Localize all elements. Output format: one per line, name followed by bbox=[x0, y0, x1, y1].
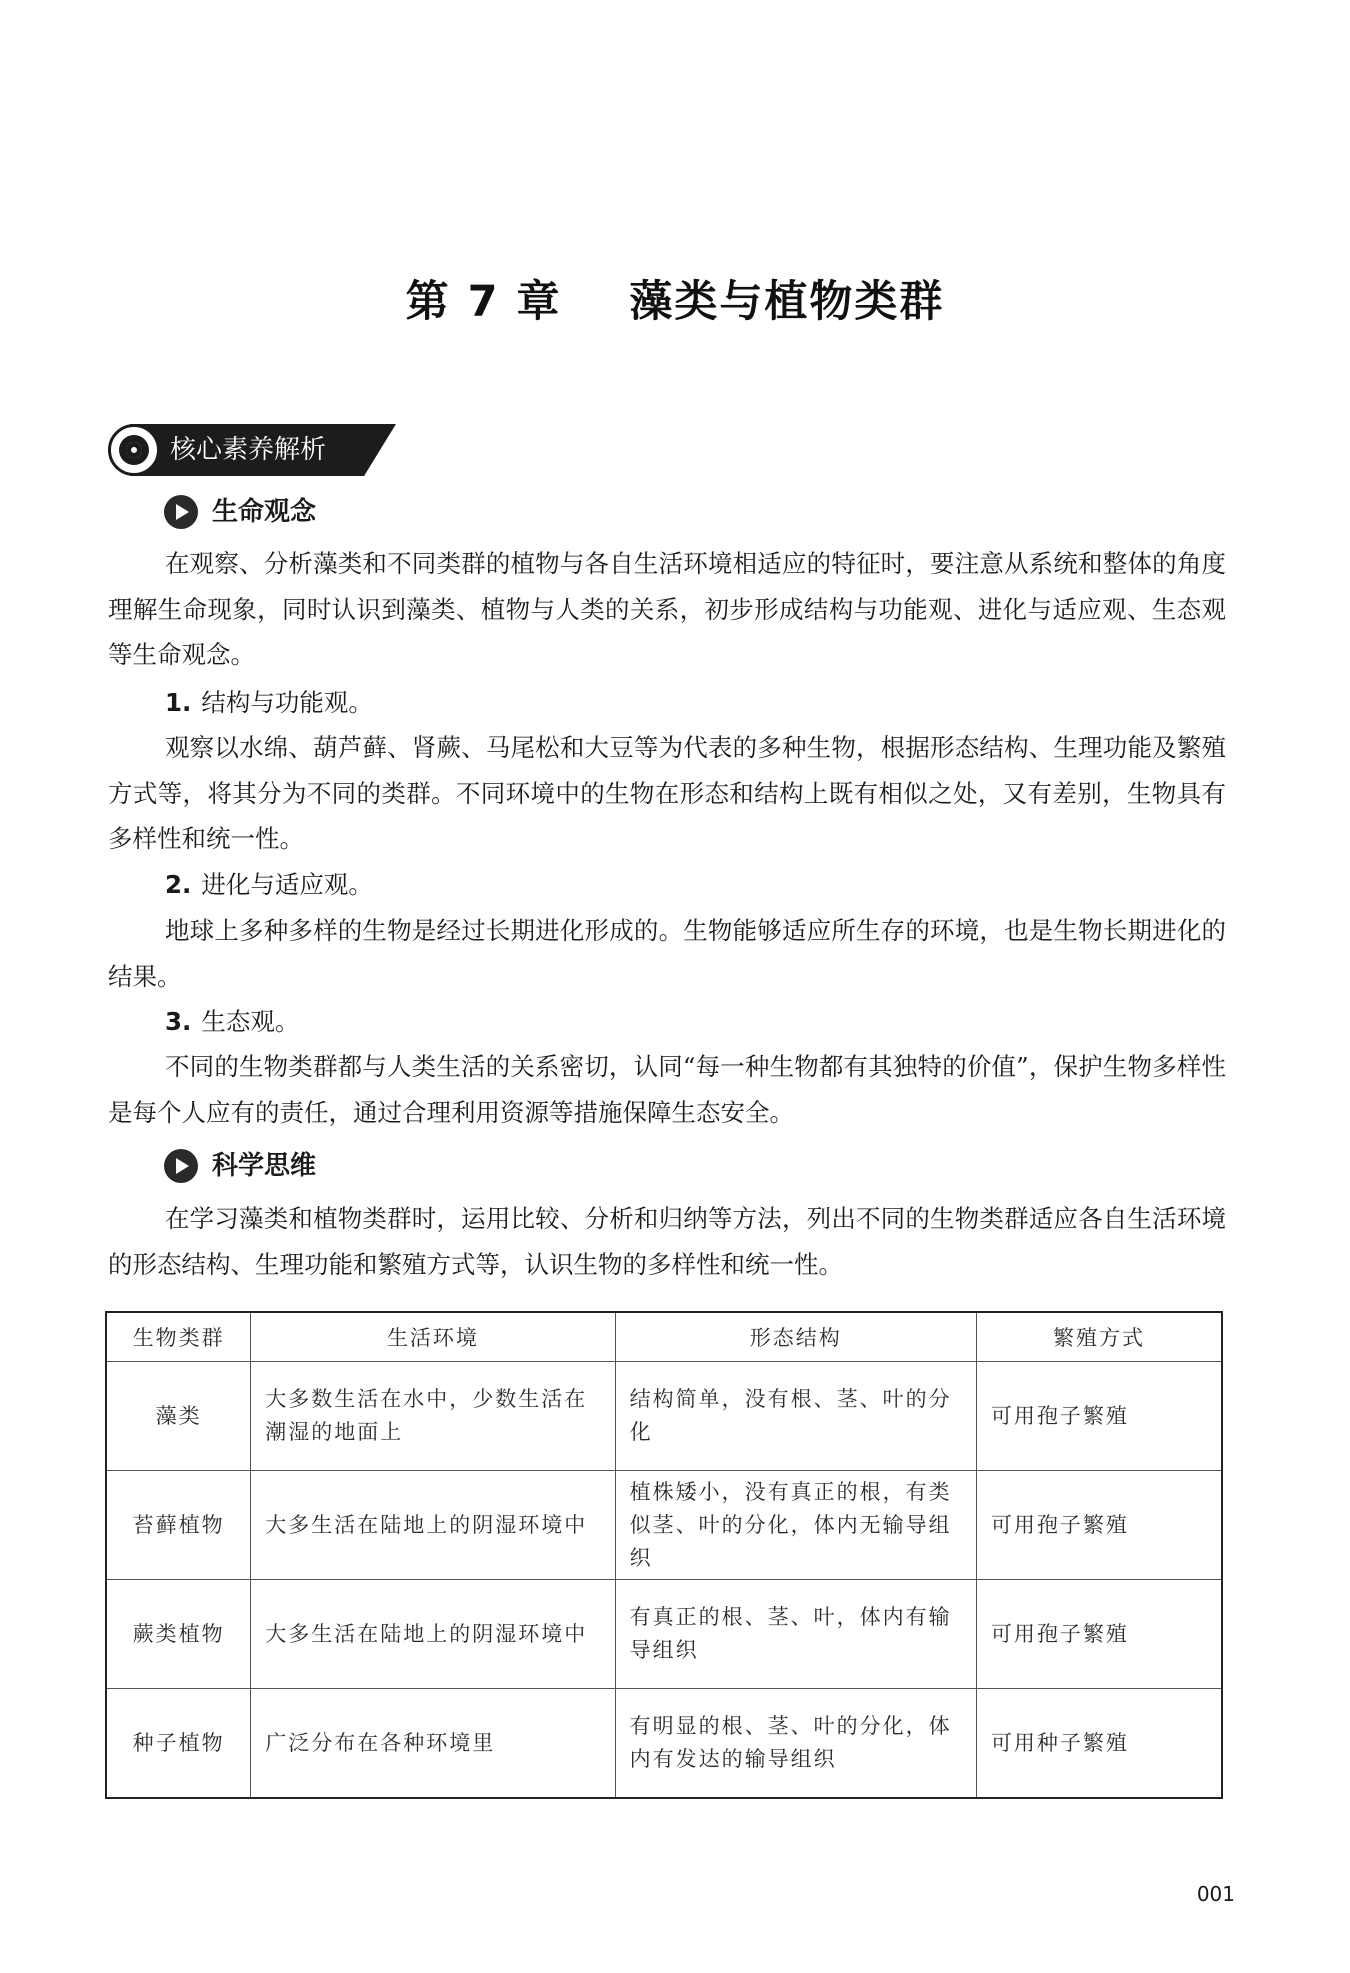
table-cell: 大多数生活在水中，少数生活在潮湿的地面上 bbox=[251, 1362, 615, 1471]
table-cell: 结构简单，没有根、茎、叶的分化 bbox=[615, 1362, 976, 1471]
plant-groups-table bbox=[105, 1311, 1223, 1799]
table-cell: 藻类 bbox=[106, 1362, 251, 1471]
section-heading-text: 科学思维 bbox=[212, 1151, 317, 1181]
table-header-cell: 形态结构 bbox=[615, 1312, 976, 1362]
table-cell: 苔藓植物 bbox=[106, 1471, 251, 1580]
list-item-heading bbox=[165, 685, 373, 721]
item-title: 结构与功能观。 bbox=[201, 688, 373, 717]
item-number: 2. bbox=[165, 870, 192, 899]
item-number: 1. bbox=[165, 688, 192, 717]
paragraph: 在观察、分析藻类和不同类群的植物与各自生活环境相适应的特征时，要注意从系统和整体的角度理解生命现象，同时认识到藻类、植物与人类的关系，初步形成结构与功能观、进化与适应观、生态观等生命观念。 bbox=[108, 549, 1226, 669]
table-cell: 蕨类植物 bbox=[106, 1580, 251, 1689]
table-cell: 植株矮小，没有真正的根，有类似茎、叶的分化，体内无输导组织 bbox=[615, 1471, 976, 1580]
table-cell: 种子植物 bbox=[106, 1689, 251, 1799]
banner-label: 核心素养解析 bbox=[170, 435, 327, 465]
paragraph: 观察以水绵、葫芦藓、肾蕨、马尾松和大豆等为代表的多种生物，根据形态结构、生理功能及繁殖方式等，将其分为不同的类群。不同环境中的生物在形态和结构上既有相似之处，又有差别，生物具有多样性和统一性。 bbox=[108, 733, 1226, 853]
table-cell: 大多生活在陆地上的阴湿环境中 bbox=[251, 1471, 615, 1580]
item-title: 生态观。 bbox=[201, 1007, 300, 1036]
list-item-heading bbox=[165, 1004, 299, 1040]
table-header-row bbox=[106, 1312, 1222, 1362]
paragraph: 不同的生物类群都与人类生活的关系密切，认同“每一种生物都有其独特的价值”，保护生物多样性是每个人应有的责任，通过合理利用资源等措施保障生态安全。 bbox=[108, 1052, 1226, 1127]
paragraph: 地球上多种多样的生物是经过长期进化形成的。生物能够适应所生存的环境，也是生物长期进化的结果。 bbox=[108, 916, 1226, 991]
play-arrow-icon bbox=[164, 1149, 198, 1183]
list-item-heading bbox=[165, 867, 373, 903]
table-cell: 有真正的根、茎、叶，体内有输导组织 bbox=[615, 1580, 976, 1689]
table-cell: 可用孢子繁殖 bbox=[976, 1580, 1222, 1689]
table-cell: 可用孢子繁殖 bbox=[976, 1471, 1222, 1580]
table-cell: 可用孢子繁殖 bbox=[976, 1362, 1222, 1471]
page-number: 001 bbox=[1196, 1882, 1235, 1906]
paragraph: 在学习藻类和植物类群时，运用比较、分析和归纳等方法，列出不同的生物类群适应各自生活环境的形态结构、生理功能和繁殖方式等，认识生物的多样性和统一性。 bbox=[108, 1204, 1226, 1279]
chapter-title: 第 7 章 藻类与植物类群 bbox=[405, 277, 945, 327]
target-icon bbox=[108, 424, 160, 476]
table-row bbox=[106, 1689, 1222, 1799]
table-row bbox=[106, 1362, 1222, 1471]
item-title: 进化与适应观。 bbox=[201, 870, 373, 899]
table-row bbox=[106, 1471, 1222, 1580]
section-heading-text: 生命观念 bbox=[212, 497, 317, 527]
table-cell: 有明显的根、茎、叶的分化，体内有发达的输导组织 bbox=[615, 1689, 976, 1799]
table-header-cell: 生物类群 bbox=[106, 1312, 251, 1362]
table-header-cell: 生活环境 bbox=[251, 1312, 615, 1362]
play-arrow-icon bbox=[164, 495, 198, 529]
table-cell: 广泛分布在各种环境里 bbox=[251, 1689, 615, 1799]
table-cell: 可用种子繁殖 bbox=[976, 1689, 1222, 1799]
core-literacy-banner bbox=[108, 424, 396, 476]
table-row bbox=[106, 1580, 1222, 1689]
table-header-cell: 繁殖方式 bbox=[976, 1312, 1222, 1362]
item-number: 3. bbox=[165, 1007, 192, 1036]
table-cell: 大多生活在陆地上的阴湿环境中 bbox=[251, 1580, 615, 1689]
